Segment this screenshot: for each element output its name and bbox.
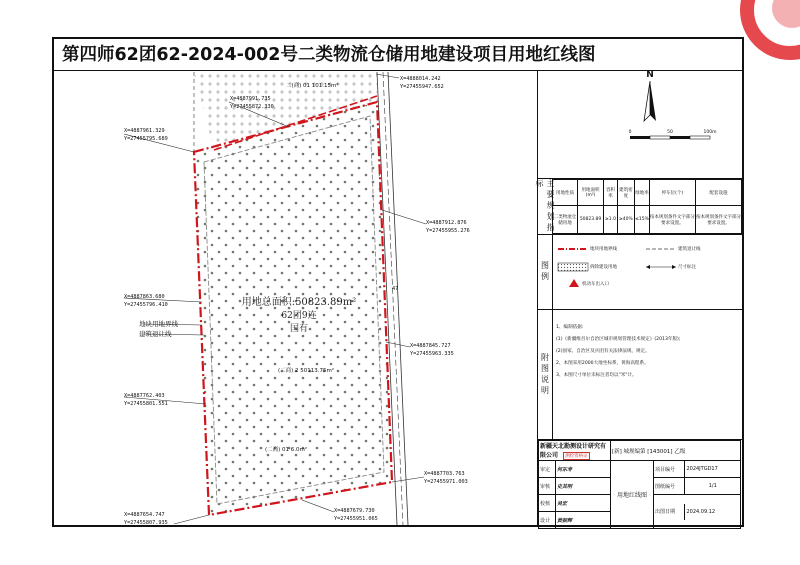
indicators-section: 主要规划指标 用地性质 用地面积(m²) 容积率 建筑密度 绿地率 停车位(个) 配套设施 二类物流仓储用地 50823.89 ≥1.0 ≥40% ≤15% 按本规划条件文字部分要求设置。 按本规划条件文字部分要求设置。 <box>538 178 743 234</box>
indicator-value: 二类物流仓储用地 <box>553 206 578 234</box>
coord-x: X=4888014.242 <box>400 76 441 82</box>
svg-text:50: 50 <box>667 130 673 135</box>
note-line: 1、编制依据: <box>556 325 584 330</box>
role-label: 校核 <box>539 495 556 512</box>
indicator-header: 用地性质 <box>553 180 578 206</box>
signature: 史其明 <box>556 478 611 495</box>
coord-y: Y=27455963.335 <box>410 351 454 357</box>
legend-label: 建筑退让线 <box>678 247 701 252</box>
project-no-label: 项目编号 <box>654 461 685 477</box>
indicator-value: ≤15% <box>635 206 650 234</box>
svg-text:100m: 100m <box>703 130 717 135</box>
coord-y: Y=27455801.551 <box>124 401 168 407</box>
legend-label: 尺寸标注 <box>678 265 696 270</box>
coord-x: X=4887863.680 <box>124 294 165 300</box>
coord-y: Y=27455955.276 <box>426 228 470 234</box>
note-line: 2、本图采用2000大地坐标系，黄海高程系。 <box>556 361 649 366</box>
coord-y: Y=27455795.689 <box>124 136 168 142</box>
indicator-value: ≥1.0 <box>604 206 618 234</box>
area-mid-label: (二商) 2 50113.75m² <box>277 368 335 374</box>
indicator-header: 绿地率 <box>635 180 650 206</box>
owner-label: 62团9连 <box>281 311 317 321</box>
main-parcel <box>194 102 392 515</box>
coord-y: Y=27455872.330 <box>230 104 274 110</box>
coord-x: X=4887679.730 <box>334 508 375 514</box>
indicator-header: 配套设施 <box>695 180 741 206</box>
drawing-name: 用地红线图 <box>611 461 654 529</box>
design-org: 新疆天北勘测设计研究有限公司 测绘资格证 <box>539 441 611 461</box>
legend-demolish-swatch <box>558 263 588 271</box>
notes-section: 附图说明 1、编制依据: (1)《新疆维吾尔自治区城市规划管理技术规定》(2013年版); (2)国家、自治区及兵团有关法律法规、规定。 2、本图采用2000大地坐标系，黄海高程系。 3、本图尺寸单位未标注者均以"米"计。 <box>538 309 743 439</box>
legend-label: 地块用地界线 <box>590 247 617 252</box>
issue-date: 2024.09.12 <box>686 508 716 515</box>
coord-x: X=4887654.747 <box>124 512 165 518</box>
svg-text:0: 0 <box>628 130 632 135</box>
title-block <box>538 439 743 525</box>
role-label: 审核 <box>539 478 556 495</box>
land-nature-label: 国有 <box>289 324 309 334</box>
drawing-title: 第四师62团62-2024-002号二类物流仓储用地建设项目用地红线图 <box>52 37 744 71</box>
coord-x: X=4887762.403 <box>124 393 165 399</box>
north-arrow <box>538 71 743 179</box>
scale-bar <box>629 129 717 139</box>
coord-x: X=4887845.727 <box>410 343 451 349</box>
coord-x: X=4887961.329 <box>124 128 165 134</box>
role-label: 设计 <box>539 512 556 529</box>
coord-y: Y=27455947.652 <box>400 84 444 90</box>
legend-entrance-swatch <box>569 279 579 287</box>
area-bottom-label: (二商) 01 6.0m² <box>264 447 308 453</box>
date-label: 出图日期 <box>654 504 685 520</box>
note-line: 3、本图尺寸单位未标注者均以"米"计。 <box>556 373 637 378</box>
indicator-value: 50823.89 <box>577 206 603 234</box>
coord-y: Y=27455807.935 <box>124 520 168 525</box>
indicator-value: 按本规划条件文字部分要求设置。 <box>649 206 695 234</box>
note-line: (1)《新疆维吾尔自治区城市规划管理技术规定》(2013年版); <box>556 337 681 342</box>
qualification-stamp: 测绘资格证 <box>565 454 588 459</box>
redline-callout: 地块用地界线 <box>139 320 178 328</box>
signature: 吴宏 <box>556 495 611 512</box>
legend-label: 机动车出入口 <box>582 282 609 287</box>
indicator-header: 建筑密度 <box>617 180 634 206</box>
drawing-no-label: 图纸编号 <box>654 478 685 494</box>
setback-callout: 建筑退让线 <box>139 330 172 338</box>
qualification-cert: [新] 城规编第 [143001] 乙级 <box>611 441 741 461</box>
indicator-value: 按本规划条件文字部分要求设置。 <box>695 206 741 234</box>
site-map <box>54 72 537 525</box>
coord-y: Y=27455796.410 <box>124 302 168 308</box>
area-top-label: 二(商) 01 101.15m² <box>286 83 339 89</box>
coord-y: Y=27455971.003 <box>424 479 468 485</box>
coord-x: X=4887991.735 <box>230 96 271 102</box>
signature: 何东寿 <box>556 461 611 478</box>
role-label: 审定 <box>539 461 556 478</box>
total-area-label: 用地总面积:50823.89m² <box>241 297 357 308</box>
indicator-header: 用地面积(m²) <box>577 180 603 206</box>
indicator-header: 容积率 <box>604 180 618 206</box>
project-no: 2024JTGD17 <box>686 466 718 472</box>
note-line: (2)国家、自治区及兵团有关法律法规、规定。 <box>556 349 650 354</box>
legend-label: 拆除建设用地 <box>590 265 617 270</box>
coord-x: X=4887912.876 <box>426 220 467 226</box>
coord-y: Y=27455951.065 <box>334 516 378 522</box>
signature: 黄振辉 <box>556 512 611 529</box>
coord-x: X=4887703.763 <box>424 471 465 477</box>
legend-section: 图例 地块用地界线 建筑退让线 拆除建设用地 尺寸标注 机动车出入口 <box>538 234 743 309</box>
road-number: 47 <box>392 286 399 292</box>
info-panel <box>537 71 742 525</box>
drawing-no: 1/1 <box>708 483 717 489</box>
indicator-header: 停车位(个) <box>649 180 695 206</box>
indicator-value: ≥40% <box>617 206 634 234</box>
north-letter: N <box>646 71 654 80</box>
indicators-table <box>552 179 742 234</box>
